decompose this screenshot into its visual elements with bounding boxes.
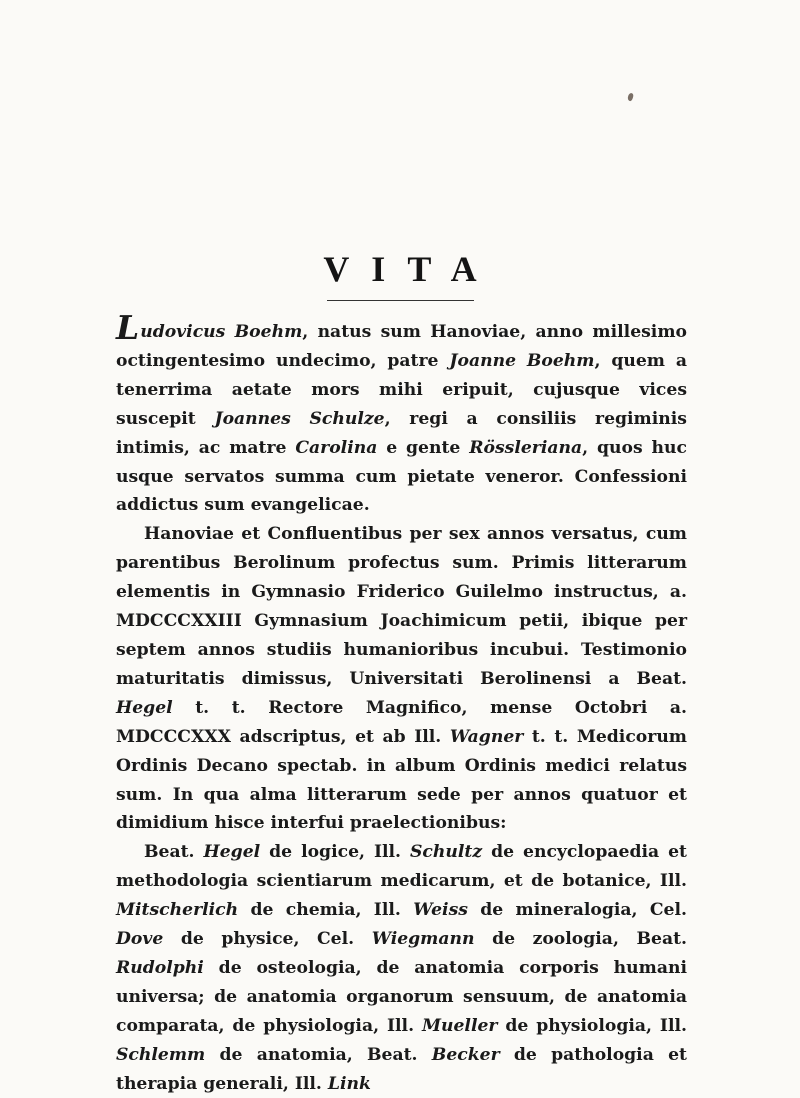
name-italic: Rössleriana <box>469 437 583 458</box>
name-italic: Joannes Schulze <box>214 408 385 429</box>
name-italic: Wagner <box>449 726 524 747</box>
text-run: de zoologia, Beat. <box>474 929 688 950</box>
text-run: , regi a consiliis regiminis intimis, ac matre <box>116 408 687 458</box>
paragraph <box>116 838 687 1098</box>
paragraph <box>116 520 687 838</box>
initial-letter: L <box>116 308 140 347</box>
name-italic: Schlemm <box>116 1044 206 1065</box>
name-italic: Joanne Boehm <box>449 350 595 371</box>
name-italic: Hegel <box>203 842 261 863</box>
page-title: VITA <box>323 249 499 289</box>
name-italic: Carolina <box>295 437 378 458</box>
text-run: , quem a tenerrima aetate mors mihi eripuit, cujusque vices suscepit <box>116 350 687 429</box>
paragraph <box>116 308 687 520</box>
text-run: t. t. Medicorum Ordinis Decano spectab. in album Ordinis medici relatus sum. In qua alma litterarum sede per annos quatuor et dimidium hisce interfui praelectionibus: <box>116 726 687 834</box>
text-run: de encyclopaedia et methodologia scientiarum medicarum, et de botanice, Ill. <box>116 842 687 892</box>
name-italic: Becker <box>431 1044 500 1065</box>
ink-speck <box>627 92 634 101</box>
text-run: , quos huc usque servatos summa cum pietate veneror. Confessioni addictus sum evangelicae. <box>116 437 687 516</box>
text-run: de logice, Ill. <box>260 842 411 863</box>
text-run: de anatomia, Beat. <box>205 1044 432 1065</box>
text-run: de mineralogia, Cel. <box>467 900 687 921</box>
text-run: de physiologia, Ill. <box>497 1015 687 1036</box>
text-run: de chemia, Ill. <box>238 900 414 921</box>
name-italic: Weiss <box>413 900 468 921</box>
body-text <box>116 308 688 1098</box>
name-italic: Rudolphi <box>116 957 204 978</box>
name-italic: Mitscherlich <box>116 900 239 921</box>
text-run: de osteologia, de anatomia corporis humani universa; de anatomia organorum sensuum, de anatomia comparata, de physiologia, Ill. <box>116 957 687 1036</box>
name-italic: Mueller <box>421 1015 498 1036</box>
title-rule <box>327 300 474 301</box>
name-italic: Schultz <box>410 842 483 863</box>
name-italic: udovicus Boehm <box>140 322 303 342</box>
text-run: Beat. <box>144 842 204 863</box>
name-italic: Hegel <box>116 697 173 718</box>
text-run: Hanoviae et Confluentibus per sex annos versatus, cum parentibus Berolinum profectus sum. Primis litterarum elementis in Gymnasio Friderico Guilelmo instructus, a. MDCCCXXIII Gymnasium Joachimicum petii, ibique per septem annos studiis humanioribus incubui. Testimonio maturitatis dimissus, Universitati Berolinensi a Beat. <box>116 524 687 689</box>
text-run: t. t. Rectore Magnifico, mense Octobri a. MDCCCXXX adscriptus, et ab Ill. <box>116 697 687 747</box>
name-italic: Link <box>327 1073 371 1094</box>
text-run: e gente <box>377 437 470 458</box>
name-italic: Wiegmann <box>371 929 475 950</box>
text-run: de pathologia et therapia generali, Ill. <box>116 1044 687 1094</box>
name-italic: Dove <box>116 929 164 950</box>
text-run: , natus sum Hanoviae, anno millesimo octingentesimo undecimo, patre <box>116 322 687 371</box>
text-run: de physice, Cel. <box>163 929 372 950</box>
